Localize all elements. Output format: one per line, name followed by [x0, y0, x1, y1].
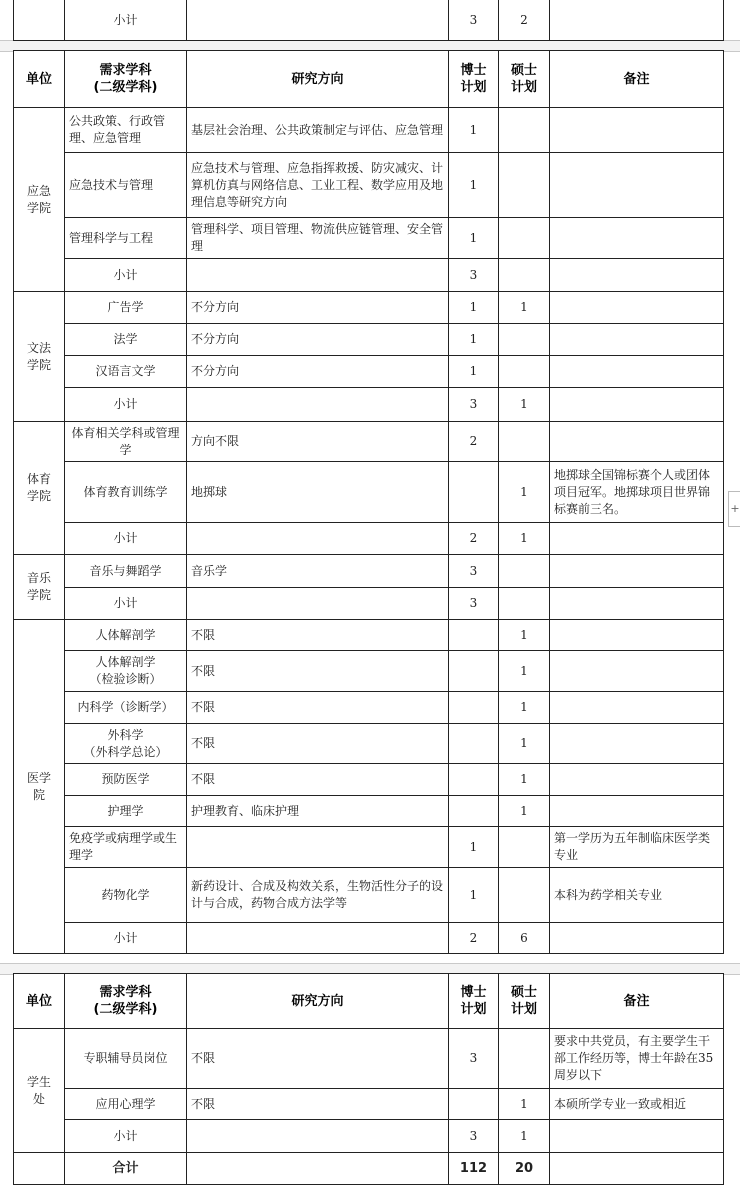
table-row	[14, 422, 724, 462]
subtotal-row	[14, 388, 724, 422]
remark-cell	[550, 523, 724, 555]
remark-cell	[550, 108, 724, 153]
master-count	[499, 555, 550, 588]
header-direction: 研究方向	[187, 974, 449, 1029]
direction-cell: 不限	[187, 724, 449, 764]
unit-student-affairs: 学生 处	[14, 1029, 65, 1153]
total-phd: 112	[449, 1153, 499, 1185]
phd-count: 1	[449, 218, 499, 259]
phd-count	[449, 1089, 499, 1120]
header-remark: 备注	[550, 974, 724, 1029]
phd-count: 3	[449, 588, 499, 620]
direction-cell	[187, 1153, 449, 1185]
direction-cell: 不限	[187, 620, 449, 651]
phd-count: 1	[449, 292, 499, 324]
unit-emergency: 应急 学院	[14, 108, 65, 292]
discipline-cell: 法学	[65, 324, 187, 356]
header-discipline: 需求学科 (二级学科)	[65, 51, 187, 108]
remark-cell	[550, 724, 724, 764]
discipline-cell: 外科学 （外科学总论）	[65, 724, 187, 764]
master-count	[499, 218, 550, 259]
phd-count	[449, 692, 499, 724]
phd-count: 3	[449, 0, 499, 41]
master-count: 6	[499, 923, 550, 954]
discipline-cell: 人体解剖学	[65, 620, 187, 651]
unit-cell	[14, 1153, 65, 1185]
remark-cell	[550, 422, 724, 462]
subtotal-label: 小计	[65, 588, 187, 620]
master-count: 1	[499, 1089, 550, 1120]
phd-count: 1	[449, 324, 499, 356]
direction-cell: 不分方向	[187, 292, 449, 324]
remark-cell	[550, 356, 724, 388]
unit-medical: 医学 院	[14, 620, 65, 954]
phd-count: 1	[449, 356, 499, 388]
table-row	[14, 868, 724, 923]
discipline-cell: 预防医学	[65, 764, 187, 796]
phd-count	[449, 620, 499, 651]
master-count	[499, 108, 550, 153]
header-master: 硕士 计划	[499, 974, 550, 1029]
table-row	[14, 1029, 724, 1089]
direction-cell	[187, 523, 449, 555]
remark-cell: 地掷球全国锦标赛个人或团体项目冠军。地掷球项目世界锦标赛前三名。	[550, 462, 724, 523]
remark-cell	[550, 0, 724, 41]
remark-cell	[550, 620, 724, 651]
remark-cell: 要求中共党员，有主要学生干部工作经历等，博士年龄在35周岁以下	[550, 1029, 724, 1089]
discipline-cell: 人体解剖学 （检验诊断）	[65, 651, 187, 692]
phd-count	[449, 462, 499, 523]
remark-cell	[550, 692, 724, 724]
direction-cell	[187, 388, 449, 422]
unit-law: 文法 学院	[14, 292, 65, 422]
table-row	[14, 1089, 724, 1120]
subtotal-row	[14, 1120, 724, 1153]
direction-cell	[187, 259, 449, 292]
subtotal-label: 小计	[65, 523, 187, 555]
total-master: 20	[499, 1153, 550, 1185]
discipline-cell: 体育教育训练学	[65, 462, 187, 523]
master-count	[499, 324, 550, 356]
direction-cell: 不限	[187, 692, 449, 724]
remark-cell: 本科为药学相关专业	[550, 868, 724, 923]
phd-count: 2	[449, 523, 499, 555]
remark-cell	[550, 292, 724, 324]
table-row	[14, 0, 724, 41]
direction-cell	[187, 923, 449, 954]
discipline-cell: 内科学（诊断学）	[65, 692, 187, 724]
phd-count	[449, 764, 499, 796]
table-row	[14, 153, 724, 218]
table-row	[14, 356, 724, 388]
unit-sports: 体育 学院	[14, 422, 65, 555]
master-count: 1	[499, 292, 550, 324]
direction-cell	[187, 588, 449, 620]
phd-count: 3	[449, 1029, 499, 1089]
direction-cell: 管理科学、项目管理、物流供应链管理、安全管理	[187, 218, 449, 259]
header-master: 硕士 计划	[499, 51, 550, 108]
subtotal-label: 小计	[65, 1120, 187, 1153]
table-row	[14, 324, 724, 356]
subtotal-row	[14, 923, 724, 954]
discipline-cell: 免疫学或病理学或生理学	[65, 827, 187, 868]
recruitment-table-main	[13, 50, 724, 954]
direction-cell: 护理教育、临床护理	[187, 796, 449, 827]
master-count: 1	[499, 796, 550, 827]
phd-count: 1	[449, 108, 499, 153]
table-row	[14, 692, 724, 724]
subtotal-row	[14, 588, 724, 620]
header-unit: 单位	[14, 974, 65, 1029]
table-row	[14, 462, 724, 523]
unit-cell	[14, 0, 65, 41]
table-row	[14, 620, 724, 651]
phd-count: 1	[449, 868, 499, 923]
master-count	[499, 588, 550, 620]
subtotal-row	[14, 259, 724, 292]
direction-cell: 不分方向	[187, 324, 449, 356]
header-direction: 研究方向	[187, 51, 449, 108]
master-count	[499, 422, 550, 462]
direction-cell: 方向不限	[187, 422, 449, 462]
phd-count: 1	[449, 153, 499, 218]
remark-cell	[550, 388, 724, 422]
master-count	[499, 259, 550, 292]
table-row	[14, 651, 724, 692]
direction-cell: 不分方向	[187, 356, 449, 388]
phd-count: 3	[449, 1120, 499, 1153]
subtotal-label: 小计	[65, 259, 187, 292]
table-header-row	[14, 51, 724, 108]
direction-cell: 新药设计、合成及构效关系，生物活性分子的设计与合成，药物合成方法学等	[187, 868, 449, 923]
master-count: 1	[499, 724, 550, 764]
table-row	[14, 724, 724, 764]
discipline-cell: 护理学	[65, 796, 187, 827]
phd-count: 2	[449, 923, 499, 954]
discipline-cell: 药物化学	[65, 868, 187, 923]
total-label: 合计	[65, 1153, 187, 1185]
phd-count: 1	[449, 827, 499, 868]
phd-count: 3	[449, 388, 499, 422]
header-remark: 备注	[550, 51, 724, 108]
remark-cell	[550, 555, 724, 588]
header-phd: 博士 计划	[449, 51, 499, 108]
discipline-cell: 公共政策、行政管理、应急管理	[65, 108, 187, 153]
master-count: 1	[499, 523, 550, 555]
discipline-cell: 汉语言文学	[65, 356, 187, 388]
discipline-cell: 管理科学与工程	[65, 218, 187, 259]
table-row	[14, 218, 724, 259]
subtotal-label: 小计	[65, 923, 187, 954]
phd-count	[449, 724, 499, 764]
subtotal-row	[14, 523, 724, 555]
master-count: 1	[499, 692, 550, 724]
direction-cell	[187, 1120, 449, 1153]
discipline-cell: 专职辅导员岗位	[65, 1029, 187, 1089]
remark-cell	[550, 218, 724, 259]
remark-cell	[550, 796, 724, 827]
master-count	[499, 356, 550, 388]
phd-count	[449, 796, 499, 827]
discipline-cell: 应急技术与管理	[65, 153, 187, 218]
direction-cell: 应急技术与管理、应急指挥救援、防灾减灾、计算机仿真与网络信息、工业工程、数学应用及地理信息等研究方向	[187, 153, 449, 218]
phd-count: 3	[449, 555, 499, 588]
phd-count: 2	[449, 422, 499, 462]
remark-cell	[550, 588, 724, 620]
subtotal-label: 小计	[65, 388, 187, 422]
remark-cell	[550, 259, 724, 292]
master-count	[499, 827, 550, 868]
remark-cell	[550, 324, 724, 356]
remark-cell: 第一学历为五年制临床医学类专业	[550, 827, 724, 868]
remark-cell	[550, 764, 724, 796]
recruitment-table-second	[13, 973, 724, 1185]
header-phd: 博士 计划	[449, 974, 499, 1029]
master-count: 1	[499, 651, 550, 692]
remark-cell	[550, 153, 724, 218]
remark-cell: 本硕所学专业一致或相近	[550, 1089, 724, 1120]
phd-count	[449, 651, 499, 692]
table-row	[14, 292, 724, 324]
total-row	[14, 1153, 724, 1185]
unit-music: 音乐 学院	[14, 555, 65, 620]
direction-cell	[187, 0, 449, 41]
phd-count: 3	[449, 259, 499, 292]
table-row	[14, 827, 724, 868]
header-unit: 单位	[14, 51, 65, 108]
direction-cell: 基层社会治理、公共政策制定与评估、应急管理	[187, 108, 449, 153]
master-count	[499, 868, 550, 923]
discipline-cell: 应用心理学	[65, 1089, 187, 1120]
table-header-row	[14, 974, 724, 1029]
remark-cell	[550, 1153, 724, 1185]
discipline-cell: 音乐与舞蹈学	[65, 555, 187, 588]
remark-cell	[550, 923, 724, 954]
master-count	[499, 153, 550, 218]
master-count: 1	[499, 388, 550, 422]
table-row	[14, 764, 724, 796]
table-fragment-top	[13, 0, 724, 41]
master-count: 1	[499, 1120, 550, 1153]
header-discipline: 需求学科 (二级学科)	[65, 974, 187, 1029]
discipline-cell: 广告学	[65, 292, 187, 324]
direction-cell: 不限	[187, 651, 449, 692]
table-row	[14, 555, 724, 588]
direction-cell: 不限	[187, 1029, 449, 1089]
add-marker-icon[interactable]: +	[728, 491, 740, 527]
direction-cell: 地掷球	[187, 462, 449, 523]
table-row	[14, 796, 724, 827]
remark-cell	[550, 1120, 724, 1153]
remark-cell	[550, 651, 724, 692]
master-count: 1	[499, 462, 550, 523]
direction-cell	[187, 827, 449, 868]
direction-cell: 不限	[187, 1089, 449, 1120]
direction-cell: 不限	[187, 764, 449, 796]
master-count: 1	[499, 620, 550, 651]
master-count: 2	[499, 0, 550, 41]
direction-cell: 音乐学	[187, 555, 449, 588]
subtotal-label: 小计	[65, 0, 187, 41]
master-count	[499, 1029, 550, 1089]
master-count: 1	[499, 764, 550, 796]
table-row	[14, 108, 724, 153]
discipline-cell: 体育相关学科或管理学	[65, 422, 187, 462]
